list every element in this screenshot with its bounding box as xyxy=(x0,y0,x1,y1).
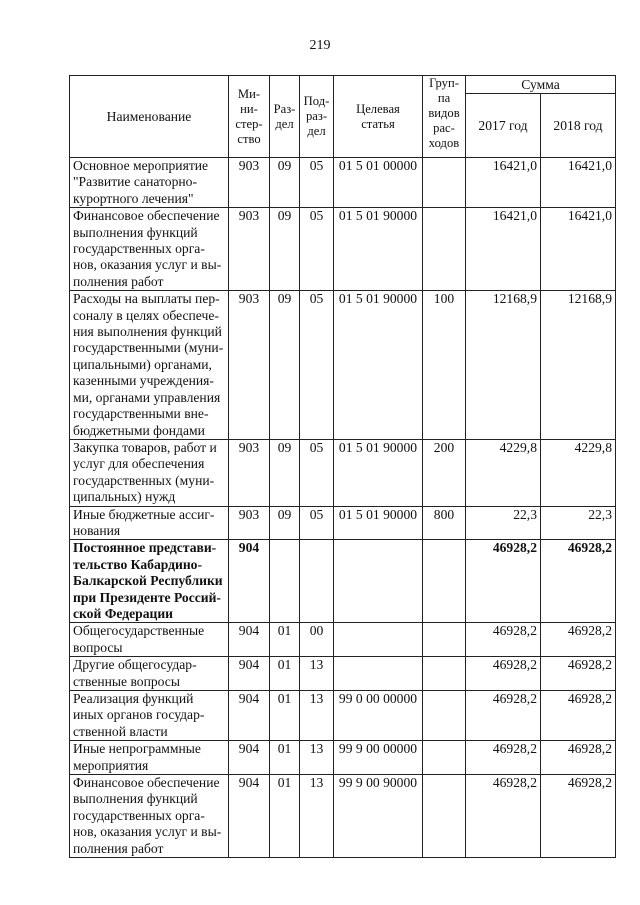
row-subsection: 05 xyxy=(300,291,334,440)
header-ministry: Ми- ни- стер- ство xyxy=(229,76,270,158)
header-subsection: Под- раз- дел xyxy=(300,76,334,158)
row-target: 01 5 01 90000 xyxy=(334,291,423,440)
row-ministry: 903 xyxy=(229,208,270,291)
row-sum-2018: 46928,2 xyxy=(541,775,616,858)
row-section: 09 xyxy=(270,291,300,440)
row-sum-2017: 16421,0 xyxy=(466,158,541,208)
row-section: 09 xyxy=(270,506,300,540)
row-sum-2018: 16421,0 xyxy=(541,158,616,208)
row-section: 01 xyxy=(270,691,300,741)
row-ministry: 903 xyxy=(229,506,270,540)
table-row xyxy=(70,506,616,540)
row-group xyxy=(423,208,466,291)
row-name: Иные бюджетные ассиг- нования xyxy=(70,506,229,540)
row-section: 01 xyxy=(270,741,300,775)
row-target: 99 9 00 90000 xyxy=(334,775,423,858)
row-name: Финансовое обеспечение выполнения функций государственных орга- нов, оказания услуг и вы- полнения работ xyxy=(70,775,229,858)
row-sum-2017: 12168,9 xyxy=(466,291,541,440)
row-target xyxy=(334,623,423,657)
row-sum-2017: 46928,2 xyxy=(466,540,541,623)
table-row xyxy=(70,291,616,440)
row-group: 200 xyxy=(423,439,466,506)
row-sum-2018: 46928,2 xyxy=(541,540,616,623)
row-subsection: 13 xyxy=(300,741,334,775)
row-subsection: 05 xyxy=(300,439,334,506)
row-ministry: 904 xyxy=(229,741,270,775)
row-ministry: 903 xyxy=(229,439,270,506)
table-row xyxy=(70,158,616,208)
row-target: 01 5 01 90000 xyxy=(334,208,423,291)
row-group: 800 xyxy=(423,506,466,540)
row-target xyxy=(334,540,423,623)
row-ministry: 904 xyxy=(229,657,270,691)
row-subsection: 00 xyxy=(300,623,334,657)
row-sum-2017: 46928,2 xyxy=(466,657,541,691)
row-subsection: 13 xyxy=(300,691,334,741)
row-ministry: 904 xyxy=(229,540,270,623)
row-name: Реализация функций иных органов государ- ственной власти xyxy=(70,691,229,741)
row-name: Постоянное представи- тельство Кабардино- Балкарской Республики при Президенте Россий- ской Федерации xyxy=(70,540,229,623)
row-sum-2017: 46928,2 xyxy=(466,775,541,858)
table-row xyxy=(70,775,616,858)
row-ministry: 904 xyxy=(229,691,270,741)
row-section: 09 xyxy=(270,158,300,208)
row-subsection: 05 xyxy=(300,208,334,291)
table-row xyxy=(70,540,616,623)
row-name: Финансовое обеспечение выполнения функций государственных орга- нов, оказания услуг и вы- полнения работ xyxy=(70,208,229,291)
budget-table xyxy=(69,75,616,858)
row-sum-2017: 4229,8 xyxy=(466,439,541,506)
row-ministry: 904 xyxy=(229,623,270,657)
row-group xyxy=(423,540,466,623)
row-section: 01 xyxy=(270,657,300,691)
row-section: 01 xyxy=(270,623,300,657)
row-target: 99 0 00 00000 xyxy=(334,691,423,741)
table-row xyxy=(70,691,616,741)
row-target: 01 5 01 90000 xyxy=(334,506,423,540)
row-group xyxy=(423,657,466,691)
row-name: Другие общегосудар- ственные вопросы xyxy=(70,657,229,691)
row-ministry: 904 xyxy=(229,775,270,858)
row-sum-2018: 46928,2 xyxy=(541,623,616,657)
row-section: 09 xyxy=(270,208,300,291)
header-2018: 2018 год xyxy=(541,94,616,158)
row-sum-2017: 46928,2 xyxy=(466,623,541,657)
row-subsection xyxy=(300,540,334,623)
row-subsection: 05 xyxy=(300,506,334,540)
row-sum-2018: 16421,0 xyxy=(541,208,616,291)
row-subsection: 05 xyxy=(300,158,334,208)
row-name: Закупка товаров, работ и услуг для обеспечения государственных (муни- ципальных) нужд xyxy=(70,439,229,506)
row-sum-2018: 22,3 xyxy=(541,506,616,540)
row-name: Иные непрограммные мероприятия xyxy=(70,741,229,775)
row-group xyxy=(423,623,466,657)
row-sum-2018: 12168,9 xyxy=(541,291,616,440)
row-sum-2018: 46928,2 xyxy=(541,691,616,741)
row-group xyxy=(423,775,466,858)
row-sum-2018: 46928,2 xyxy=(541,657,616,691)
row-target: 01 5 01 90000 xyxy=(334,439,423,506)
row-group xyxy=(423,691,466,741)
row-name: Основное мероприятие "Развитие санаторно- курортного лечения" xyxy=(70,158,229,208)
row-group xyxy=(423,741,466,775)
row-section xyxy=(270,540,300,623)
row-ministry: 903 xyxy=(229,291,270,440)
row-group xyxy=(423,158,466,208)
row-name: Расходы на выплаты пер- соналу в целях обеспече- ния выполнения функций государственными (муни- ципальными) органами, казенными учреждения- ми, органами управления государственными вне- бюджетными фондами xyxy=(70,291,229,440)
row-group: 100 xyxy=(423,291,466,440)
row-sum-2017: 46928,2 xyxy=(466,691,541,741)
header-sum: Сумма xyxy=(466,76,616,94)
row-sum-2018: 46928,2 xyxy=(541,741,616,775)
row-sum-2017: 16421,0 xyxy=(466,208,541,291)
header-target: Целевая статья xyxy=(334,76,423,158)
table-row xyxy=(70,741,616,775)
row-sum-2017: 22,3 xyxy=(466,506,541,540)
table-row xyxy=(70,657,616,691)
row-target: 01 5 01 00000 xyxy=(334,158,423,208)
table-row xyxy=(70,623,616,657)
header-name: Наименование xyxy=(70,76,229,158)
row-sum-2018: 4229,8 xyxy=(541,439,616,506)
header-group: Груп- па видов рас- ходов xyxy=(423,76,466,158)
row-subsection: 13 xyxy=(300,775,334,858)
row-section: 01 xyxy=(270,775,300,858)
row-section: 09 xyxy=(270,439,300,506)
row-ministry: 903 xyxy=(229,158,270,208)
header-2017: 2017 год xyxy=(466,94,541,158)
header-section: Раз- дел xyxy=(270,76,300,158)
table-row xyxy=(70,439,616,506)
page-number: 219 xyxy=(309,38,331,53)
row-sum-2017: 46928,2 xyxy=(466,741,541,775)
row-subsection: 13 xyxy=(300,657,334,691)
row-target: 99 9 00 00000 xyxy=(334,741,423,775)
row-name: Общегосударственные вопросы xyxy=(70,623,229,657)
row-target xyxy=(334,657,423,691)
table-row xyxy=(70,208,616,291)
